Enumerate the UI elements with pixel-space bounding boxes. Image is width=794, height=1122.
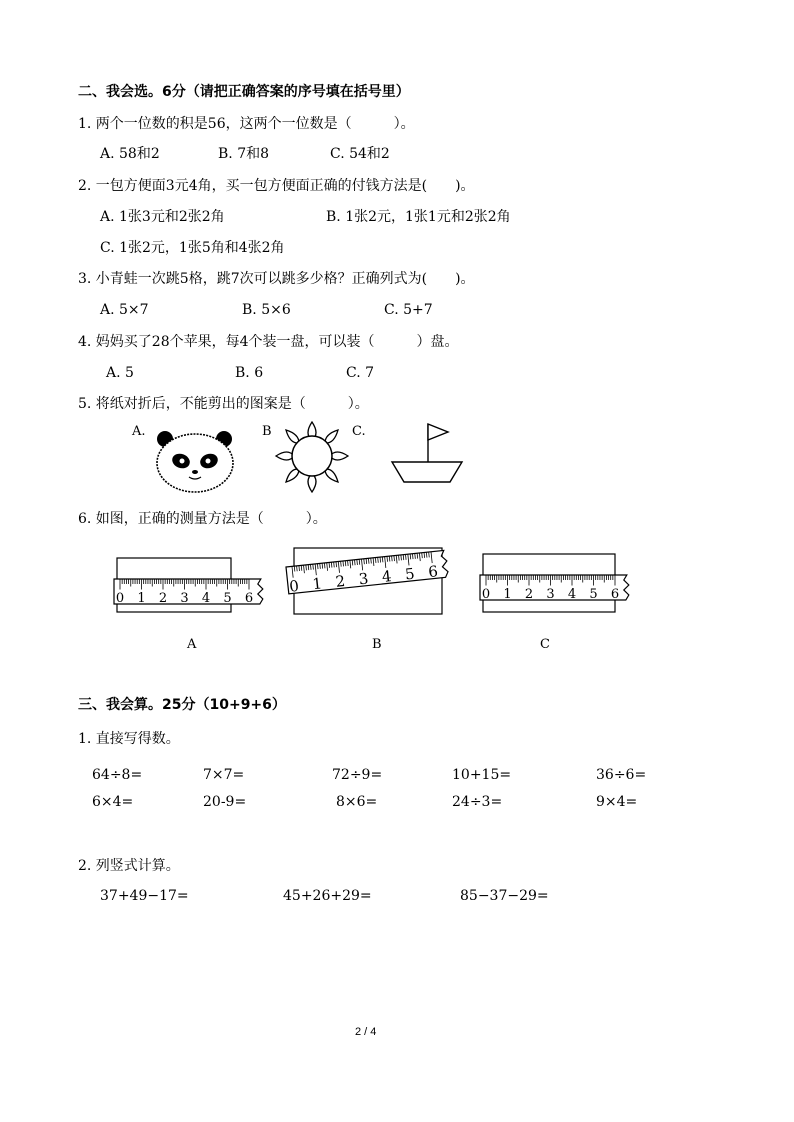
figure-b-ruler-tick (355, 560, 356, 565)
figure-b-ruler-tick (394, 556, 395, 561)
question-4: 4. 妈妈买了28个苹果，每4个装一盘，可以装（ ）盘。 (78, 334, 459, 350)
figure-a-ruler-number: 6 (244, 591, 254, 606)
q4-option-c: C. 7 (346, 365, 375, 381)
mental-calc-6: 6×4= (92, 794, 134, 810)
part-1-title: 1. 直接写得数。 (78, 731, 180, 747)
q1-option-c: C. 54和2 (330, 146, 390, 162)
figure-b-ruler-tick (334, 562, 335, 567)
q2-option-c: C. 1张2元，1张5角和4张2角 (100, 240, 285, 256)
section-2-title: 二、我会选。6分（请把正确答案的序号填在括号里） (78, 84, 410, 100)
figure-b-ruler-tick (424, 552, 425, 557)
figure-b-ruler-tick (329, 562, 330, 567)
figure-b-ruler-tick (389, 556, 390, 561)
figure-b-ruler-tick (368, 558, 369, 563)
ruler-figure-c (478, 553, 636, 613)
figure-b-ruler-tick (317, 564, 318, 569)
figure-a-ruler-number: 0 (115, 591, 125, 606)
q6-label-a: A (187, 637, 197, 652)
ruler-figure-a (112, 557, 270, 613)
question-1: 1. 两个一位数的积是56，这两个一位数是（ ）。 (78, 116, 415, 132)
figure-b-ruler-tick (352, 560, 353, 565)
q4-option-b: B. 6 (235, 365, 264, 381)
q1-option-b: B. 7和8 (218, 146, 270, 162)
q6-label-b: B (372, 637, 382, 652)
figure-a-ruler-number: 3 (180, 591, 189, 606)
figure-b-ruler-tick (301, 565, 302, 570)
figure-b-ruler-tick (382, 557, 383, 562)
figure-b-ruler-tick (401, 555, 402, 560)
figure-b-ruler-tick (297, 566, 298, 571)
figure-b-ruler-tick (412, 554, 413, 559)
figure-b-ruler-tick (324, 563, 325, 568)
q5-label-a: A. (132, 424, 146, 439)
figure-b-ruler-tick (331, 562, 332, 567)
mental-calc-7: 20-9= (203, 794, 247, 810)
figure-b-ruler-tick (311, 564, 312, 569)
mental-calc-9: 24÷3= (452, 794, 503, 810)
figure-b-ruler-tick (406, 554, 407, 559)
figure-b-ruler-number: 5 (404, 564, 416, 584)
figure-b-ruler-tick (348, 561, 349, 566)
figure-b-ruler-tick (410, 554, 411, 559)
figure-b-ruler-number: 4 (381, 567, 393, 586)
figure-b-ruler-tick (306, 565, 307, 570)
mental-calc-10: 9×4= (596, 794, 638, 810)
section-3-title: 三、我会算。25分（10+9+6） (78, 697, 286, 713)
mental-calc-2: 7×7= (203, 767, 245, 783)
q5-label-b: B (262, 424, 272, 439)
figure-b-ruler-number: 2 (334, 571, 347, 591)
figure-b-ruler-tick (417, 553, 418, 558)
q3-option-c: C. 5+7 (384, 302, 433, 318)
figure-b-ruler-tick (375, 558, 376, 563)
figure-b-ruler-tick (364, 559, 365, 564)
figure-b-ruler-tick (294, 566, 295, 571)
q5-label-c: C. (352, 424, 366, 439)
figure-c-ruler-number: 2 (524, 587, 534, 602)
figure-b-ruler-tick (392, 556, 393, 561)
q6-label-c: C (540, 637, 550, 652)
figure-c-ruler-number: 3 (546, 587, 555, 602)
figure-b-ruler-tick (429, 552, 430, 557)
question-3: 3. 小青蛙一次跳5格，跳7次可以跳多少格？正确列式为( )。 (78, 271, 475, 287)
figure-b-ruler-tick (313, 564, 314, 569)
figure-b-ruler-number: 3 (357, 569, 370, 589)
figure-b-ruler-tick (403, 555, 404, 560)
q2-option-b: B. 1张2元，1张1元和2张2角 (326, 209, 511, 225)
mental-calc-8: 8×6= (336, 794, 378, 810)
question-5: 5. 将纸对折后，不能剪出的图案是（ ）。 (78, 396, 369, 412)
figure-a-ruler-number: 2 (158, 591, 168, 606)
figure-b-ruler-tick (387, 556, 388, 561)
figure-b-ruler-tick (343, 561, 344, 566)
q1-option-a: A. 58和2 (100, 146, 160, 162)
q2-option-a: A. 1张3元和2张2角 (100, 209, 225, 225)
vertical-calc-3: 85−37−29= (460, 888, 549, 904)
figure-b-ruler-tick (366, 559, 367, 564)
mental-calc-3: 72÷9= (332, 767, 383, 783)
q4-option-a: A. 5 (106, 365, 134, 381)
figure-b-ruler-tick (299, 566, 300, 571)
question-6: 6. 如图，正确的测量方法是（ ）。 (78, 511, 327, 527)
figure-b-ruler-tick (320, 563, 321, 568)
figure-b-ruler-tick (371, 558, 372, 563)
q3-option-b: B. 5×6 (242, 302, 291, 318)
figure-b-ruler-number: 1 (311, 574, 323, 594)
figure-b-ruler-tick (345, 561, 346, 566)
figure-b-ruler-tick (422, 553, 423, 558)
ruler-figure-b (284, 543, 464, 618)
question-2: 2. 一包方便面3元4角，买一包方便面正确的付钱方法是( )。 (78, 178, 475, 194)
figure-b-ruler-tick (341, 561, 342, 566)
part-2-title: 2. 列竖式计算。 (78, 858, 180, 874)
figure-c-ruler-number: 1 (503, 587, 512, 602)
figure-c-ruler-number: 0 (481, 587, 491, 602)
figure-c-ruler-number: 4 (567, 587, 577, 602)
figure-a-ruler-number: 4 (201, 591, 211, 606)
vertical-calc-2: 45+26+29= (283, 888, 372, 904)
vertical-calc-1: 37+49−17= (100, 888, 189, 904)
mental-calc-1: 64÷8= (92, 767, 143, 783)
figure-b-ruler-number: 6 (427, 562, 439, 582)
figure-a-ruler-number: 5 (223, 591, 232, 606)
figure-b-ruler-tick (322, 563, 323, 568)
figure-b-ruler-tick (426, 552, 427, 557)
mental-calc-4: 10+15= (452, 767, 512, 783)
figure-a-ruler-number: 1 (137, 591, 146, 606)
figure-b-ruler-tick (415, 553, 416, 558)
figure-b-ruler-tick (399, 555, 400, 560)
page-number: 2 / 4 (355, 1026, 377, 1038)
sailboat-figure (390, 420, 470, 485)
figure-b-ruler-tick (380, 557, 381, 562)
figure-b-ruler-tick (378, 557, 379, 562)
flower-figure (272, 418, 352, 496)
mental-calc-5: 36÷6= (596, 767, 647, 783)
figure-b-ruler-number: 0 (288, 576, 300, 596)
figure-b-ruler-tick (359, 559, 360, 564)
figure-b-ruler-tick (336, 562, 337, 567)
figure-c-ruler-number: 5 (589, 587, 598, 602)
figure-b-ruler-tick (308, 565, 309, 570)
figure-b-ruler-tick (357, 560, 358, 565)
q3-option-a: A. 5×7 (100, 302, 149, 318)
panda-face-figure (150, 425, 240, 495)
figure-c-ruler-number: 6 (610, 587, 620, 602)
